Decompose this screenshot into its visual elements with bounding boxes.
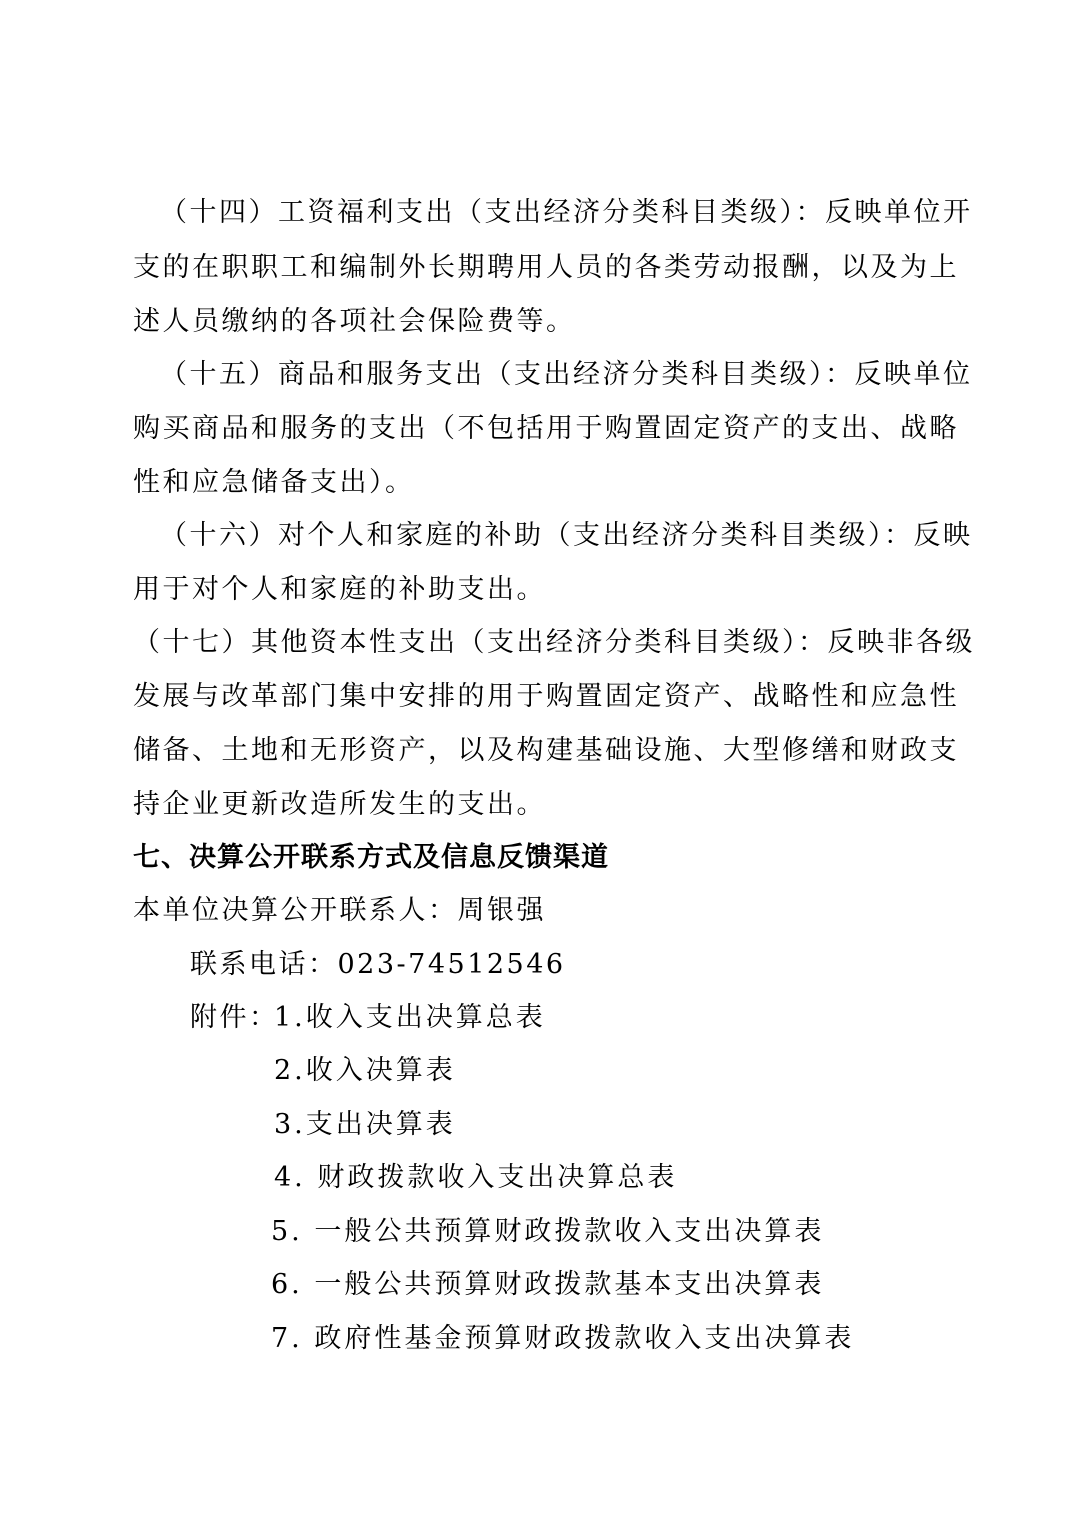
paragraph-16-line-1: （十六）对个人和家庭的补助（支出经济分类科目类级）：反映	[160, 520, 973, 551]
paragraph-14-line-3: 述人员缴纳的各项社会保险费等。	[133, 306, 576, 337]
paragraph-15-line-3: 性和应急储备支出）。	[133, 467, 415, 498]
paragraph-14-line-2: 支的在职职工和编制外长期聘用人员的各类劳动报酬，以及为上	[133, 252, 959, 283]
attachment-item-3: 3.支出决算表	[274, 1109, 456, 1140]
paragraph-15-line-1: （十五）商品和服务支出（支出经济分类科目类级）：反映单位	[160, 359, 973, 390]
paragraph-16-line-2: 用于对个人和家庭的补助支出。	[133, 574, 546, 605]
section-heading: 七、决算公开联系方式及信息反馈渠道	[133, 842, 609, 873]
attachment-item-4: 4. 财政拨款收入支出决算总表	[274, 1162, 678, 1193]
paragraph-17-line-2: 发展与改革部门集中安排的用于购置固定资产、战略性和应急性	[133, 681, 959, 712]
attachment-item-6: 6. 一般公共预算财政拨款基本支出决算表	[271, 1269, 825, 1300]
attachments-label: 附件：	[190, 1002, 279, 1033]
contact-person: 本单位决算公开联系人：周银强	[133, 895, 546, 926]
paragraph-17-line-3: 储备、土地和无形资产，以及构建基础设施、大型修缮和财政支	[133, 735, 959, 766]
attachment-item-7: 7. 政府性基金预算财政拨款收入支出决算表	[271, 1323, 855, 1354]
paragraph-14-line-1: （十四）工资福利支出（支出经济分类科目类级）：反映单位开	[160, 197, 973, 228]
paragraph-17-line-4: 持企业更新改造所发生的支出。	[133, 789, 546, 820]
attachment-item-2: 2.收入决算表	[274, 1055, 456, 1086]
attachment-item-5: 5. 一般公共预算财政拨款收入支出决算表	[271, 1216, 825, 1247]
paragraph-15-line-2: 购买商品和服务的支出（不包括用于购置固定资产的支出、战略	[133, 413, 959, 444]
attachment-item-1: 1.收入支出决算总表	[274, 1002, 546, 1033]
paragraph-17-line-1: （十七）其他资本性支出（支出经济分类科目类级）：反映非各级	[133, 627, 975, 658]
contact-phone: 联系电话：023-74512546	[190, 949, 566, 980]
